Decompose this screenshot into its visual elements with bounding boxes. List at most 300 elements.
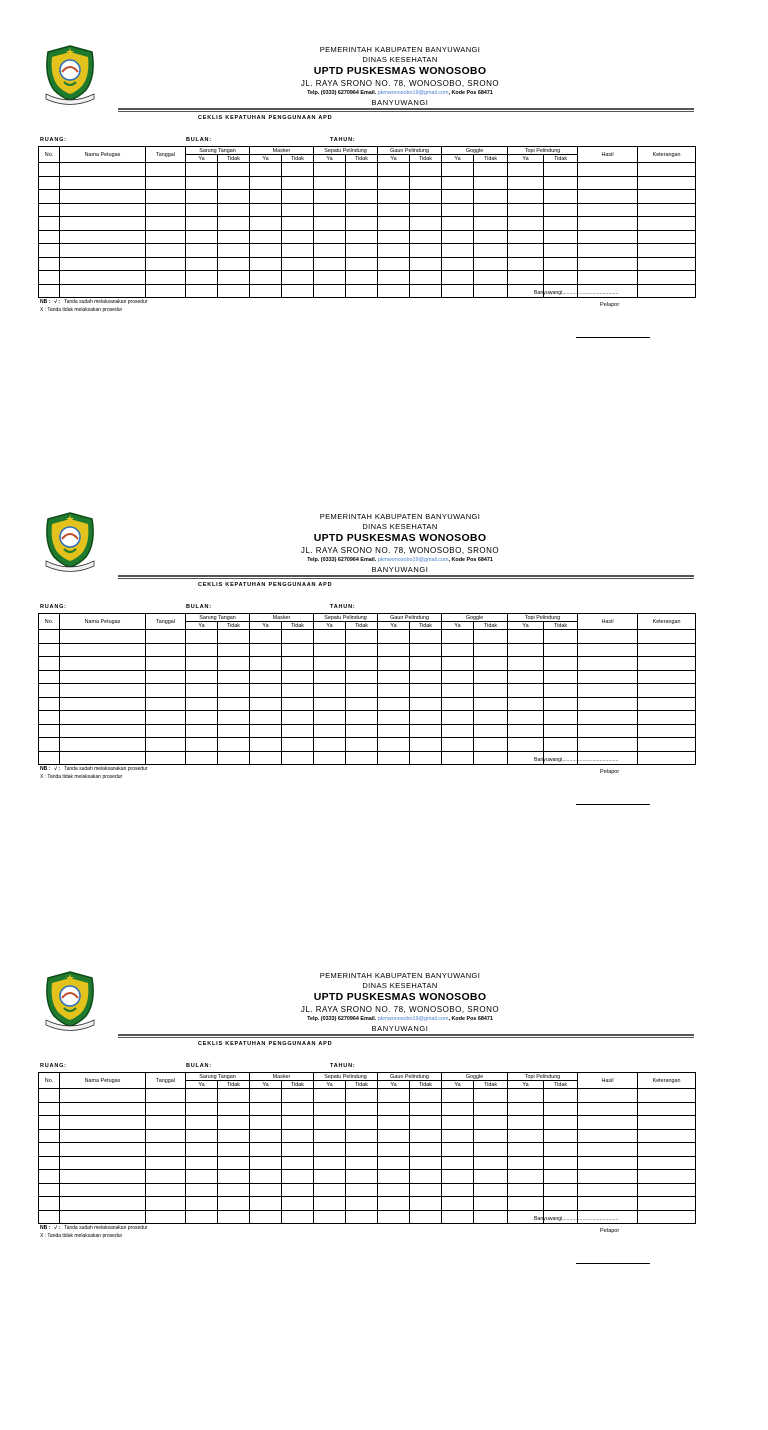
table-cell[interactable] bbox=[442, 217, 474, 231]
table-cell[interactable] bbox=[218, 257, 250, 271]
table-cell[interactable] bbox=[186, 711, 218, 725]
table-cell[interactable] bbox=[410, 1170, 442, 1184]
table-cell[interactable] bbox=[186, 271, 218, 285]
table-cell[interactable] bbox=[218, 203, 250, 217]
table-cell[interactable] bbox=[218, 670, 250, 684]
table-cell[interactable] bbox=[410, 684, 442, 698]
table-cell[interactable] bbox=[39, 1102, 60, 1116]
table-cell[interactable] bbox=[186, 738, 218, 752]
table-cell[interactable] bbox=[314, 643, 346, 657]
table-cell[interactable] bbox=[638, 163, 696, 177]
table-cell[interactable] bbox=[346, 217, 378, 231]
table-cell[interactable] bbox=[508, 1183, 544, 1197]
table-cell[interactable] bbox=[410, 1210, 442, 1224]
table-cell[interactable] bbox=[60, 751, 146, 765]
table-cell[interactable] bbox=[218, 1210, 250, 1224]
table-cell[interactable] bbox=[282, 1183, 314, 1197]
table-cell[interactable] bbox=[346, 257, 378, 271]
table-cell[interactable] bbox=[60, 1102, 146, 1116]
table-cell[interactable] bbox=[442, 1129, 474, 1143]
table-cell[interactable] bbox=[39, 697, 60, 711]
table-cell[interactable] bbox=[578, 697, 638, 711]
table-cell[interactable] bbox=[282, 176, 314, 190]
table-cell[interactable] bbox=[410, 697, 442, 711]
table-cell[interactable] bbox=[282, 630, 314, 644]
table-cell[interactable] bbox=[346, 230, 378, 244]
table-cell[interactable] bbox=[146, 230, 186, 244]
table-cell[interactable] bbox=[638, 1143, 696, 1157]
table-cell[interactable] bbox=[186, 1116, 218, 1130]
table-cell[interactable] bbox=[186, 630, 218, 644]
table-cell[interactable] bbox=[638, 684, 696, 698]
table-cell[interactable] bbox=[146, 176, 186, 190]
table-cell[interactable] bbox=[474, 1170, 508, 1184]
table-cell[interactable] bbox=[638, 1183, 696, 1197]
table-cell[interactable] bbox=[60, 284, 146, 298]
table-cell[interactable] bbox=[146, 643, 186, 657]
table-cell[interactable] bbox=[578, 1156, 638, 1170]
table-cell[interactable] bbox=[314, 176, 346, 190]
table-cell[interactable] bbox=[186, 1143, 218, 1157]
table-cell[interactable] bbox=[282, 751, 314, 765]
table-cell[interactable] bbox=[544, 203, 578, 217]
table-cell[interactable] bbox=[250, 738, 282, 752]
table-cell[interactable] bbox=[218, 684, 250, 698]
table-cell[interactable] bbox=[250, 670, 282, 684]
table-cell[interactable] bbox=[39, 244, 60, 258]
table-cell[interactable] bbox=[410, 176, 442, 190]
table-cell[interactable] bbox=[250, 163, 282, 177]
table-cell[interactable] bbox=[314, 1183, 346, 1197]
table-cell[interactable] bbox=[378, 1143, 410, 1157]
table-cell[interactable] bbox=[508, 271, 544, 285]
table-cell[interactable] bbox=[60, 230, 146, 244]
table-cell[interactable] bbox=[314, 697, 346, 711]
table-cell[interactable] bbox=[346, 1156, 378, 1170]
table-cell[interactable] bbox=[544, 1143, 578, 1157]
table-cell[interactable] bbox=[250, 1170, 282, 1184]
table-cell[interactable] bbox=[346, 670, 378, 684]
table-cell[interactable] bbox=[218, 1129, 250, 1143]
table-cell[interactable] bbox=[250, 1156, 282, 1170]
table-cell[interactable] bbox=[578, 257, 638, 271]
table-cell[interactable] bbox=[544, 163, 578, 177]
table-cell[interactable] bbox=[410, 657, 442, 671]
table-cell[interactable] bbox=[282, 1197, 314, 1211]
table-cell[interactable] bbox=[638, 271, 696, 285]
table-cell[interactable] bbox=[282, 738, 314, 752]
table-cell[interactable] bbox=[218, 176, 250, 190]
table-cell[interactable] bbox=[60, 711, 146, 725]
table-cell[interactable] bbox=[474, 284, 508, 298]
table-cell[interactable] bbox=[282, 1102, 314, 1116]
table-cell[interactable] bbox=[60, 257, 146, 271]
table-cell[interactable] bbox=[282, 1156, 314, 1170]
table-cell[interactable] bbox=[346, 284, 378, 298]
table-cell[interactable] bbox=[60, 1210, 146, 1224]
table-cell[interactable] bbox=[578, 1197, 638, 1211]
table-cell[interactable] bbox=[638, 1116, 696, 1130]
table-cell[interactable] bbox=[282, 643, 314, 657]
table-cell[interactable] bbox=[508, 643, 544, 657]
table-cell[interactable] bbox=[218, 630, 250, 644]
table-cell[interactable] bbox=[544, 257, 578, 271]
table-cell[interactable] bbox=[378, 284, 410, 298]
table-cell[interactable] bbox=[474, 738, 508, 752]
table-cell[interactable] bbox=[474, 244, 508, 258]
table-cell[interactable] bbox=[578, 711, 638, 725]
table-cell[interactable] bbox=[314, 203, 346, 217]
table-cell[interactable] bbox=[638, 1102, 696, 1116]
table-cell[interactable] bbox=[60, 1170, 146, 1184]
table-cell[interactable] bbox=[378, 1089, 410, 1103]
table-cell[interactable] bbox=[474, 643, 508, 657]
table-cell[interactable] bbox=[250, 1129, 282, 1143]
table-cell[interactable] bbox=[508, 630, 544, 644]
table-cell[interactable] bbox=[544, 244, 578, 258]
table-cell[interactable] bbox=[378, 724, 410, 738]
table-cell[interactable] bbox=[146, 1156, 186, 1170]
table-cell[interactable] bbox=[508, 1129, 544, 1143]
table-cell[interactable] bbox=[39, 230, 60, 244]
table-cell[interactable] bbox=[578, 230, 638, 244]
table-cell[interactable] bbox=[346, 697, 378, 711]
table-cell[interactable] bbox=[186, 190, 218, 204]
table-cell[interactable] bbox=[638, 230, 696, 244]
table-cell[interactable] bbox=[314, 1089, 346, 1103]
table-cell[interactable] bbox=[282, 244, 314, 258]
table-cell[interactable] bbox=[544, 724, 578, 738]
table-cell[interactable] bbox=[378, 257, 410, 271]
table-cell[interactable] bbox=[186, 244, 218, 258]
table-cell[interactable] bbox=[410, 1129, 442, 1143]
table-cell[interactable] bbox=[218, 643, 250, 657]
table-cell[interactable] bbox=[39, 284, 60, 298]
table-cell[interactable] bbox=[508, 230, 544, 244]
table-cell[interactable] bbox=[638, 257, 696, 271]
table-cell[interactable] bbox=[442, 711, 474, 725]
table-cell[interactable] bbox=[474, 684, 508, 698]
table-cell[interactable] bbox=[218, 1116, 250, 1130]
table-cell[interactable] bbox=[250, 1089, 282, 1103]
table-cell[interactable] bbox=[474, 657, 508, 671]
table-cell[interactable] bbox=[410, 1156, 442, 1170]
table-cell[interactable] bbox=[250, 751, 282, 765]
table-cell[interactable] bbox=[578, 217, 638, 231]
table-cell[interactable] bbox=[218, 1183, 250, 1197]
table-cell[interactable] bbox=[250, 1183, 282, 1197]
table-cell[interactable] bbox=[410, 217, 442, 231]
table-cell[interactable] bbox=[638, 643, 696, 657]
table-cell[interactable] bbox=[378, 1102, 410, 1116]
table-cell[interactable] bbox=[60, 670, 146, 684]
table-cell[interactable] bbox=[378, 751, 410, 765]
table-cell[interactable] bbox=[442, 1089, 474, 1103]
table-cell[interactable] bbox=[314, 244, 346, 258]
table-cell[interactable] bbox=[378, 1197, 410, 1211]
table-cell[interactable] bbox=[146, 190, 186, 204]
table-cell[interactable] bbox=[186, 697, 218, 711]
table-cell[interactable] bbox=[410, 711, 442, 725]
table-cell[interactable] bbox=[60, 1143, 146, 1157]
table-cell[interactable] bbox=[282, 1089, 314, 1103]
table-cell[interactable] bbox=[544, 1197, 578, 1211]
table-cell[interactable] bbox=[638, 751, 696, 765]
table-cell[interactable] bbox=[410, 724, 442, 738]
table-cell[interactable] bbox=[410, 1197, 442, 1211]
table-cell[interactable] bbox=[186, 1170, 218, 1184]
table-cell[interactable] bbox=[314, 657, 346, 671]
table-cell[interactable] bbox=[39, 1156, 60, 1170]
table-cell[interactable] bbox=[638, 284, 696, 298]
table-cell[interactable] bbox=[474, 1197, 508, 1211]
table-cell[interactable] bbox=[146, 751, 186, 765]
table-cell[interactable] bbox=[39, 163, 60, 177]
table-cell[interactable] bbox=[60, 724, 146, 738]
table-cell[interactable] bbox=[314, 1210, 346, 1224]
table-cell[interactable] bbox=[218, 1143, 250, 1157]
table-cell[interactable] bbox=[474, 670, 508, 684]
table-cell[interactable] bbox=[146, 203, 186, 217]
table-cell[interactable] bbox=[346, 1183, 378, 1197]
table-cell[interactable] bbox=[146, 163, 186, 177]
table-cell[interactable] bbox=[314, 630, 346, 644]
table-cell[interactable] bbox=[508, 657, 544, 671]
table-cell[interactable] bbox=[39, 1183, 60, 1197]
table-cell[interactable] bbox=[544, 1129, 578, 1143]
table-cell[interactable] bbox=[346, 176, 378, 190]
table-cell[interactable] bbox=[474, 724, 508, 738]
table-cell[interactable] bbox=[60, 697, 146, 711]
table-cell[interactable] bbox=[39, 271, 60, 285]
table-cell[interactable] bbox=[638, 176, 696, 190]
table-cell[interactable] bbox=[474, 203, 508, 217]
table-cell[interactable] bbox=[442, 271, 474, 285]
table-cell[interactable] bbox=[508, 1170, 544, 1184]
table-cell[interactable] bbox=[410, 670, 442, 684]
table-cell[interactable] bbox=[314, 257, 346, 271]
table-cell[interactable] bbox=[378, 670, 410, 684]
table-cell[interactable] bbox=[314, 724, 346, 738]
table-cell[interactable] bbox=[146, 724, 186, 738]
table-cell[interactable] bbox=[60, 738, 146, 752]
table-cell[interactable] bbox=[218, 1102, 250, 1116]
table-cell[interactable] bbox=[544, 1170, 578, 1184]
table-cell[interactable] bbox=[638, 1170, 696, 1184]
table-cell[interactable] bbox=[474, 1143, 508, 1157]
table-cell[interactable] bbox=[474, 190, 508, 204]
table-cell[interactable] bbox=[442, 284, 474, 298]
table-cell[interactable] bbox=[250, 1197, 282, 1211]
table-cell[interactable] bbox=[442, 257, 474, 271]
table-cell[interactable] bbox=[346, 1210, 378, 1224]
table-cell[interactable] bbox=[508, 1102, 544, 1116]
table-cell[interactable] bbox=[346, 244, 378, 258]
table-cell[interactable] bbox=[378, 630, 410, 644]
table-cell[interactable] bbox=[314, 1102, 346, 1116]
table-cell[interactable] bbox=[146, 697, 186, 711]
table-cell[interactable] bbox=[186, 176, 218, 190]
table-cell[interactable] bbox=[346, 657, 378, 671]
table-cell[interactable] bbox=[218, 751, 250, 765]
table-cell[interactable] bbox=[282, 657, 314, 671]
table-cell[interactable] bbox=[314, 1116, 346, 1130]
table-cell[interactable] bbox=[508, 190, 544, 204]
table-cell[interactable] bbox=[346, 711, 378, 725]
table-cell[interactable] bbox=[250, 284, 282, 298]
table-cell[interactable] bbox=[218, 1089, 250, 1103]
table-cell[interactable] bbox=[508, 1143, 544, 1157]
table-cell[interactable] bbox=[442, 738, 474, 752]
table-cell[interactable] bbox=[638, 670, 696, 684]
table-cell[interactable] bbox=[314, 163, 346, 177]
table-cell[interactable] bbox=[282, 217, 314, 231]
table-cell[interactable] bbox=[186, 203, 218, 217]
table-cell[interactable] bbox=[146, 284, 186, 298]
table-cell[interactable] bbox=[346, 203, 378, 217]
table-cell[interactable] bbox=[474, 1183, 508, 1197]
table-cell[interactable] bbox=[282, 711, 314, 725]
table-cell[interactable] bbox=[410, 1102, 442, 1116]
table-cell[interactable] bbox=[474, 697, 508, 711]
table-cell[interactable] bbox=[314, 1197, 346, 1211]
table-cell[interactable] bbox=[250, 1210, 282, 1224]
table-cell[interactable] bbox=[346, 643, 378, 657]
table-cell[interactable] bbox=[544, 1102, 578, 1116]
table-cell[interactable] bbox=[544, 1116, 578, 1130]
table-cell[interactable] bbox=[346, 1143, 378, 1157]
table-cell[interactable] bbox=[544, 1156, 578, 1170]
table-cell[interactable] bbox=[146, 684, 186, 698]
table-cell[interactable] bbox=[346, 684, 378, 698]
table-cell[interactable] bbox=[314, 670, 346, 684]
table-cell[interactable] bbox=[638, 724, 696, 738]
table-cell[interactable] bbox=[346, 1129, 378, 1143]
table-cell[interactable] bbox=[314, 684, 346, 698]
table-cell[interactable] bbox=[578, 1143, 638, 1157]
table-cell[interactable] bbox=[60, 163, 146, 177]
table-cell[interactable] bbox=[60, 684, 146, 698]
table-cell[interactable] bbox=[442, 203, 474, 217]
table-cell[interactable] bbox=[218, 217, 250, 231]
table-cell[interactable] bbox=[442, 176, 474, 190]
table-cell[interactable] bbox=[146, 738, 186, 752]
table-cell[interactable] bbox=[60, 643, 146, 657]
table-cell[interactable] bbox=[638, 630, 696, 644]
table-cell[interactable] bbox=[39, 751, 60, 765]
table-cell[interactable] bbox=[186, 724, 218, 738]
table-cell[interactable] bbox=[314, 217, 346, 231]
table-cell[interactable] bbox=[410, 244, 442, 258]
table-cell[interactable] bbox=[314, 1129, 346, 1143]
table-cell[interactable] bbox=[146, 1210, 186, 1224]
table-cell[interactable] bbox=[218, 284, 250, 298]
table-cell[interactable] bbox=[218, 697, 250, 711]
table-cell[interactable] bbox=[186, 1129, 218, 1143]
table-cell[interactable] bbox=[218, 738, 250, 752]
table-cell[interactable] bbox=[186, 643, 218, 657]
table-cell[interactable] bbox=[578, 1089, 638, 1103]
table-cell[interactable] bbox=[346, 1170, 378, 1184]
table-cell[interactable] bbox=[346, 738, 378, 752]
table-cell[interactable] bbox=[578, 1170, 638, 1184]
table-cell[interactable] bbox=[410, 257, 442, 271]
table-cell[interactable] bbox=[442, 1102, 474, 1116]
table-cell[interactable] bbox=[39, 1143, 60, 1157]
table-cell[interactable] bbox=[474, 217, 508, 231]
table-cell[interactable] bbox=[218, 724, 250, 738]
table-cell[interactable] bbox=[250, 697, 282, 711]
table-cell[interactable] bbox=[638, 1156, 696, 1170]
table-cell[interactable] bbox=[146, 1183, 186, 1197]
table-cell[interactable] bbox=[544, 657, 578, 671]
table-cell[interactable] bbox=[314, 271, 346, 285]
table-cell[interactable] bbox=[442, 697, 474, 711]
table-cell[interactable] bbox=[378, 711, 410, 725]
table-cell[interactable] bbox=[250, 684, 282, 698]
table-cell[interactable] bbox=[186, 1197, 218, 1211]
table-cell[interactable] bbox=[378, 176, 410, 190]
table-cell[interactable] bbox=[544, 630, 578, 644]
table-cell[interactable] bbox=[544, 697, 578, 711]
table-cell[interactable] bbox=[578, 176, 638, 190]
table-cell[interactable] bbox=[442, 684, 474, 698]
table-cell[interactable] bbox=[508, 163, 544, 177]
table-cell[interactable] bbox=[146, 271, 186, 285]
table-cell[interactable] bbox=[250, 1102, 282, 1116]
table-cell[interactable] bbox=[544, 190, 578, 204]
table-cell[interactable] bbox=[346, 190, 378, 204]
table-cell[interactable] bbox=[60, 217, 146, 231]
table-cell[interactable] bbox=[378, 217, 410, 231]
table-cell[interactable] bbox=[60, 657, 146, 671]
table-cell[interactable] bbox=[186, 230, 218, 244]
table-cell[interactable] bbox=[39, 1129, 60, 1143]
table-cell[interactable] bbox=[186, 670, 218, 684]
table-cell[interactable] bbox=[544, 230, 578, 244]
table-cell[interactable] bbox=[186, 1183, 218, 1197]
table-cell[interactable] bbox=[186, 657, 218, 671]
table-cell[interactable] bbox=[218, 244, 250, 258]
table-cell[interactable] bbox=[378, 190, 410, 204]
table-cell[interactable] bbox=[544, 217, 578, 231]
table-cell[interactable] bbox=[638, 203, 696, 217]
table-cell[interactable] bbox=[578, 244, 638, 258]
table-cell[interactable] bbox=[218, 230, 250, 244]
table-cell[interactable] bbox=[282, 1210, 314, 1224]
table-cell[interactable] bbox=[442, 1116, 474, 1130]
table-cell[interactable] bbox=[146, 1102, 186, 1116]
table-cell[interactable] bbox=[39, 643, 60, 657]
table-cell[interactable] bbox=[578, 1183, 638, 1197]
table-cell[interactable] bbox=[282, 724, 314, 738]
table-cell[interactable] bbox=[39, 684, 60, 698]
table-cell[interactable] bbox=[314, 738, 346, 752]
table-cell[interactable] bbox=[544, 738, 578, 752]
table-cell[interactable] bbox=[508, 1197, 544, 1211]
table-cell[interactable] bbox=[638, 1210, 696, 1224]
table-cell[interactable] bbox=[146, 657, 186, 671]
table-cell[interactable] bbox=[378, 657, 410, 671]
table-cell[interactable] bbox=[146, 217, 186, 231]
table-cell[interactable] bbox=[346, 1116, 378, 1130]
table-cell[interactable] bbox=[282, 230, 314, 244]
table-cell[interactable] bbox=[474, 176, 508, 190]
table-cell[interactable] bbox=[39, 1170, 60, 1184]
table-cell[interactable] bbox=[39, 738, 60, 752]
table-cell[interactable] bbox=[346, 630, 378, 644]
table-cell[interactable] bbox=[474, 1102, 508, 1116]
